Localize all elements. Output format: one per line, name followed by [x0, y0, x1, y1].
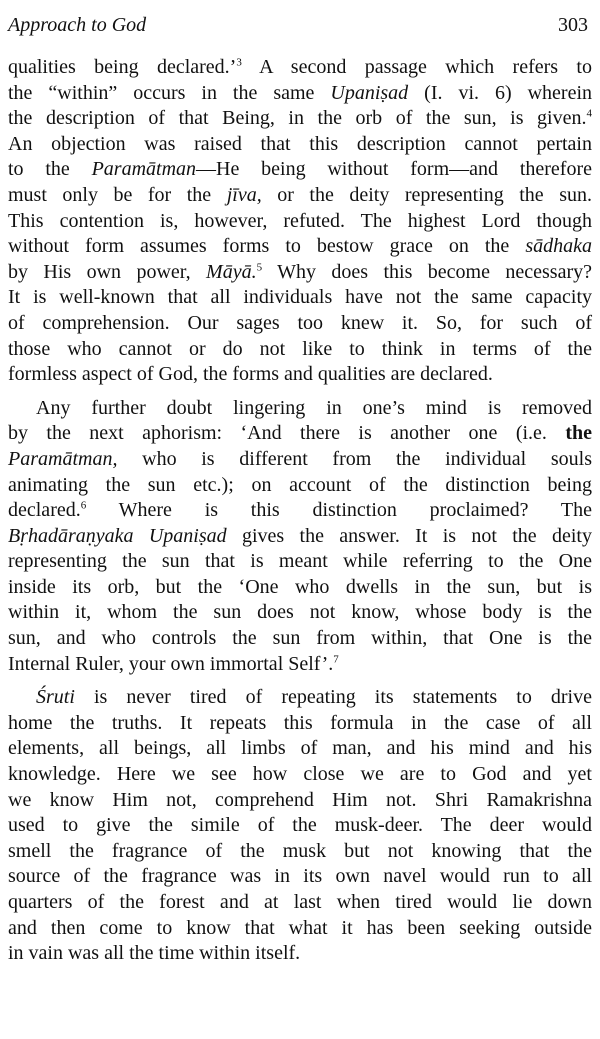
running-title: Approach to God: [8, 14, 147, 36]
text-run: the description of that Being, in the orb of the sun, is given.: [8, 107, 587, 130]
text-run: It is well-known that all individuals have not the same capacity: [8, 286, 592, 309]
text-line: [8, 362, 592, 388]
text-line: [8, 157, 592, 183]
text-run: home the truths. It repeats this formula in the case of all: [8, 711, 592, 734]
text-run: An objection was raised that this description cannot pertain: [8, 132, 592, 155]
text-run: by the next aphorism: ‘And there is another one (i.e.: [8, 422, 566, 445]
italic-term: Upaniṣad: [330, 81, 409, 104]
text-run: without form assumes forms to bestow grace on the: [8, 235, 526, 258]
text-run: to the: [8, 158, 92, 181]
text-run: qualities being declared.’: [8, 56, 237, 78]
text-run: the “within” occurs in the same: [8, 81, 331, 104]
running-header: [8, 14, 592, 44]
footnote-ref: 6: [80, 499, 87, 512]
text-line: [8, 813, 592, 839]
text-run: we know Him not, comprehend Him not. Shri Ramakrishna: [8, 788, 592, 811]
text-line: [8, 81, 592, 107]
text-run: smell the fragrance of the musk but not knowing that the: [8, 839, 592, 862]
text-run: in vain was all the time within itself.: [8, 942, 301, 965]
text-run: This contention is, however, refuted. The highest Lord though: [8, 209, 592, 232]
italic-term: jīva,: [226, 183, 262, 206]
text-line: [8, 762, 592, 788]
text-run: (I. vi. 6) wherein: [408, 81, 593, 104]
text-line: [8, 788, 592, 814]
text-run: Where is this distinction proclaimed? The: [86, 499, 592, 522]
italic-term: Bṛhadāraṇyaka Upaniṣad: [8, 524, 227, 547]
text-run: representing the sun that is meant while referring to the One: [8, 550, 592, 573]
italic-term: Paramātman: [91, 158, 197, 181]
text-line: [8, 337, 592, 363]
text-line: [8, 421, 592, 447]
text-run: those who cannot or do not like to think in terms of the: [8, 337, 592, 360]
footnote-ref: 5: [256, 261, 263, 274]
text-line: [8, 260, 592, 286]
text-line: [8, 285, 592, 311]
text-run: Any further doubt lingering in one’s mind is removed: [36, 396, 592, 419]
footnote-ref: 4: [586, 107, 592, 120]
text-line: [8, 396, 592, 422]
text-run: quarters of the forest and at last when tired would lie down: [8, 891, 592, 913]
text-run: used to give the simile of the musk-deer. The deer would: [8, 814, 592, 837]
text-run: declared.: [8, 499, 81, 522]
text-line: [8, 498, 592, 524]
paragraph: [8, 55, 592, 388]
text-run: must only be for the: [8, 183, 227, 206]
book-page: [8, 0, 592, 1039]
text-run: Internal Ruler, your own immortal Self’.: [8, 652, 334, 675]
text-run: within it, whom the sun does not know, whose body is the: [8, 601, 592, 624]
footnote-ref: 7: [333, 653, 339, 665]
text-run: gives the answer. It is not the deity: [226, 524, 592, 547]
text-run: inside its orb, but the ‘One who dwells in the sun, but is: [8, 575, 592, 598]
paragraph: [8, 396, 592, 678]
text-line: [8, 106, 592, 132]
text-run: Why does this become necessary?: [262, 260, 593, 283]
text-run: elements, all beings, all limbs of man, and his mind and his: [8, 737, 592, 760]
text-run: who is different from the individual souls: [117, 447, 592, 470]
footnote-ref: 3: [236, 56, 242, 69]
text-run: is never tired of repeating its statements to drive: [74, 686, 592, 709]
text-line: [8, 890, 592, 916]
text-line: [8, 736, 592, 762]
text-line: [8, 685, 592, 711]
text-line: [8, 575, 592, 601]
page-number: 303: [558, 14, 588, 36]
text-line: [8, 600, 592, 626]
text-run: of comprehension. Our sages too knew it. So, for such of: [8, 311, 592, 334]
paragraph-gap: [8, 388, 592, 396]
text-line: [8, 864, 592, 890]
bold-term: the: [565, 422, 592, 445]
text-line: [8, 839, 592, 865]
text-run: by His own power,: [8, 260, 207, 283]
italic-term: Śruti: [36, 686, 75, 709]
text-run: source of the fragrance was in its own navel would run to all: [8, 865, 592, 888]
text-run: knowledge. Here we see how close we are to God and yet: [8, 763, 592, 786]
text-line: [8, 473, 592, 499]
text-run: or the deity representing the sun.: [261, 183, 592, 206]
italic-term: Māyā.: [206, 260, 257, 283]
paragraph: [8, 685, 592, 967]
italic-term: Paramātman,: [8, 447, 118, 470]
text-line: [8, 549, 592, 575]
text-run: —He being without form—and therefore: [196, 158, 592, 181]
paragraph-gap: [8, 677, 592, 685]
text-run: animating the sun etc.); on account of the distinction being: [8, 473, 592, 496]
text-line: [8, 234, 592, 260]
text-line: [8, 524, 592, 550]
text-line: [8, 652, 592, 678]
text-line: [8, 183, 592, 209]
text-line: [8, 447, 592, 473]
text-line: [8, 626, 592, 652]
text-run: sun, and who controls the sun from within, that One is the: [8, 627, 592, 650]
text-line: [8, 55, 592, 81]
text-run: formless aspect of God, the forms and qualities are declared.: [8, 363, 493, 386]
text-line: [8, 916, 592, 942]
text-line: [8, 209, 592, 235]
text-run: and then come to know that what it has been seeking outside: [8, 916, 592, 939]
text-line: [8, 711, 592, 737]
italic-term: sādhaka: [525, 235, 592, 258]
body-text: [8, 55, 592, 967]
text-line: [8, 132, 592, 158]
text-line: [8, 941, 592, 967]
text-run: A second passage which refers to: [241, 56, 592, 78]
text-line: [8, 311, 592, 337]
